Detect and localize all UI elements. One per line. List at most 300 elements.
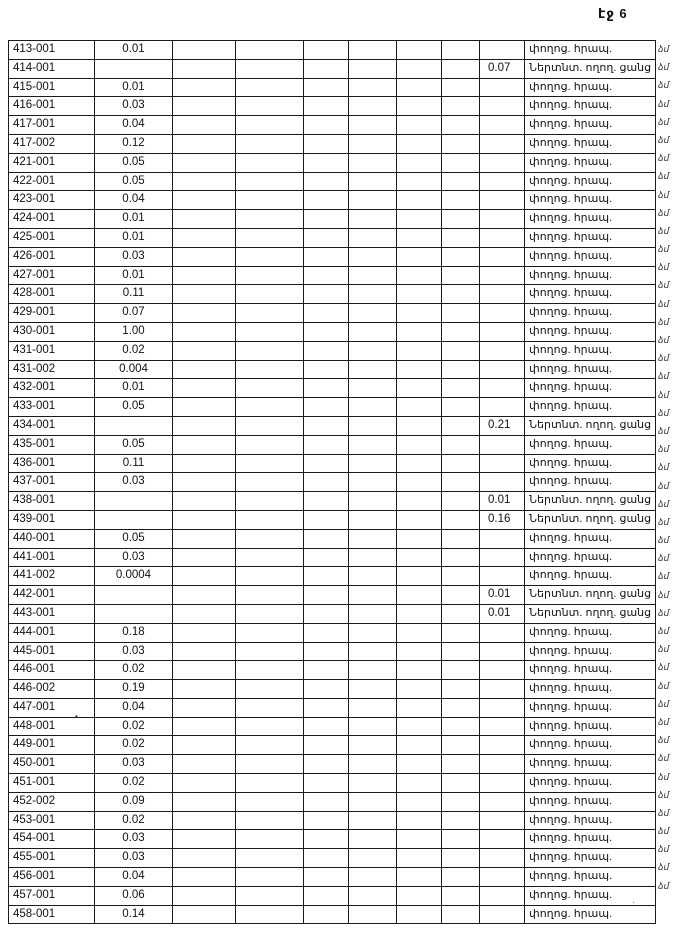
empty-cell (349, 510, 397, 529)
empty-cell (304, 435, 349, 454)
table-row (9, 698, 656, 717)
parcel-code-cell: 429-001 (9, 304, 95, 323)
parcel-code-cell: 446-001 (9, 661, 95, 680)
empty-cell (173, 304, 236, 323)
empty-cell (173, 266, 236, 285)
margin-tick-mark: ձմ (658, 116, 670, 127)
table-row (9, 905, 656, 924)
empty-cell (397, 868, 442, 887)
empty-cell (349, 322, 397, 341)
empty-cell (173, 661, 236, 680)
table-row (9, 322, 656, 341)
network-area-cell (480, 360, 525, 379)
network-area-cell (480, 285, 525, 304)
area-cell: 0.01 (95, 78, 173, 97)
empty-cell (397, 604, 442, 623)
margin-tick-mark: ձմ (658, 644, 670, 655)
table-row (9, 548, 656, 567)
empty-cell (349, 567, 397, 586)
empty-cell (442, 586, 480, 605)
empty-cell (397, 567, 442, 586)
empty-cell (236, 548, 304, 567)
empty-cell (173, 529, 236, 548)
parcel-code-cell: 424-001 (9, 210, 95, 229)
table-row (9, 416, 656, 435)
empty-cell (236, 116, 304, 135)
land-use-cell: փողոց. հրապ. (525, 247, 656, 266)
empty-cell (397, 529, 442, 548)
empty-cell (173, 680, 236, 699)
empty-cell (236, 210, 304, 229)
margin-tick-mark: ձմ (658, 735, 670, 746)
margin-tick-mark: ձմ (658, 171, 670, 182)
empty-cell (304, 604, 349, 623)
empty-cell (304, 755, 349, 774)
empty-cell (442, 379, 480, 398)
parcel-code-cell: 426-001 (9, 247, 95, 266)
parcel-code-cell: 439-001 (9, 510, 95, 529)
parcel-code-cell: 414-001 (9, 59, 95, 78)
network-area-cell (480, 830, 525, 849)
empty-cell (397, 398, 442, 417)
land-use-cell: փողոց. հրապ. (525, 717, 656, 736)
empty-cell (173, 473, 236, 492)
empty-cell (304, 153, 349, 172)
area-cell: 0.18 (95, 623, 173, 642)
table-row (9, 78, 656, 97)
empty-cell (236, 379, 304, 398)
empty-cell (236, 868, 304, 887)
area-cell: 0.03 (95, 849, 173, 868)
area-cell: 0.09 (95, 792, 173, 811)
empty-cell (442, 473, 480, 492)
empty-cell (442, 172, 480, 191)
parcel-code-cell: 442-001 (9, 586, 95, 605)
empty-cell (397, 116, 442, 135)
area-cell: 0.004 (95, 360, 173, 379)
land-use-cell: փողոց. հրապ. (525, 680, 656, 699)
empty-cell (304, 285, 349, 304)
land-use-cell: փողոց. հրապ. (525, 78, 656, 97)
land-use-cell: Ներտնտ. ողող. ցանց (525, 604, 656, 623)
margin-marks (658, 40, 678, 895)
land-use-cell: փողոց. հրապ. (525, 379, 656, 398)
empty-cell (236, 736, 304, 755)
empty-cell (397, 680, 442, 699)
table-row (9, 379, 656, 398)
margin-tick-mark: ձմ (658, 789, 670, 800)
margin-tick-mark: ձմ (658, 771, 670, 782)
empty-cell (397, 304, 442, 323)
area-cell: 0.04 (95, 698, 173, 717)
parcel-code-cell: 455-001 (9, 849, 95, 868)
empty-cell (397, 172, 442, 191)
table-row (9, 792, 656, 811)
parcel-code-cell: 440-001 (9, 529, 95, 548)
parcel-code-cell: 416-001 (9, 97, 95, 116)
land-use-cell: փողոց. հրապ. (525, 623, 656, 642)
empty-cell (173, 172, 236, 191)
parcel-code-cell: 425-001 (9, 228, 95, 247)
area-cell: 0.05 (95, 529, 173, 548)
empty-cell (397, 228, 442, 247)
network-area-cell: 0.01 (480, 604, 525, 623)
network-area-cell: 0.01 (480, 492, 525, 511)
margin-tick-mark: ձմ (658, 462, 670, 473)
table-row (9, 454, 656, 473)
land-use-cell: փողոց. հրապ. (525, 360, 656, 379)
parcel-code-cell: 421-001 (9, 153, 95, 172)
network-area-cell (480, 322, 525, 341)
network-area-cell: 0.16 (480, 510, 525, 529)
land-use-cell: փողոց. հրապ. (525, 792, 656, 811)
empty-cell (173, 510, 236, 529)
empty-cell (442, 304, 480, 323)
network-area-cell (480, 792, 525, 811)
land-use-cell: փողոց. հրապ. (525, 97, 656, 116)
table-row (9, 153, 656, 172)
empty-cell (397, 435, 442, 454)
margin-tick-mark: ձմ (658, 62, 670, 73)
empty-cell (397, 905, 442, 924)
network-area-cell (480, 134, 525, 153)
empty-cell (349, 886, 397, 905)
empty-cell (173, 398, 236, 417)
empty-cell (442, 398, 480, 417)
parcel-code-cell: 452-002 (9, 792, 95, 811)
empty-cell (173, 285, 236, 304)
empty-cell (349, 210, 397, 229)
empty-cell (236, 247, 304, 266)
land-use-cell: փողոց. հրապ. (525, 849, 656, 868)
empty-cell (442, 567, 480, 586)
network-area-cell (480, 661, 525, 680)
area-cell (95, 604, 173, 623)
network-area-cell (480, 717, 525, 736)
empty-cell (397, 623, 442, 642)
table-row (9, 116, 656, 135)
network-area-cell (480, 304, 525, 323)
empty-cell (442, 698, 480, 717)
area-cell: 0.11 (95, 285, 173, 304)
empty-cell (349, 586, 397, 605)
margin-tick-mark: ձմ (658, 189, 670, 200)
area-cell: 0.02 (95, 341, 173, 360)
land-use-cell: փողոց. հրապ. (525, 736, 656, 755)
empty-cell (304, 247, 349, 266)
empty-cell (304, 116, 349, 135)
area-cell (95, 586, 173, 605)
empty-cell (304, 304, 349, 323)
empty-cell (349, 774, 397, 793)
area-cell: 0.02 (95, 811, 173, 830)
empty-cell (349, 529, 397, 548)
empty-cell (349, 304, 397, 323)
empty-cell (349, 698, 397, 717)
empty-cell (397, 247, 442, 266)
empty-cell (442, 285, 480, 304)
empty-cell (397, 379, 442, 398)
empty-cell (397, 78, 442, 97)
network-area-cell: 0.01 (480, 586, 525, 605)
empty-cell (236, 341, 304, 360)
parcel-code-cell: 423-001 (9, 191, 95, 210)
land-use-cell: Ներտնտ. ողող. ցանց (525, 59, 656, 78)
table-row (9, 435, 656, 454)
empty-cell (236, 604, 304, 623)
empty-cell (173, 623, 236, 642)
empty-cell (304, 191, 349, 210)
empty-cell (236, 97, 304, 116)
parcel-code-cell: 451-001 (9, 774, 95, 793)
empty-cell (304, 266, 349, 285)
empty-cell (397, 717, 442, 736)
empty-cell (397, 830, 442, 849)
area-cell: 0.02 (95, 774, 173, 793)
parcel-code-cell: 441-002 (9, 567, 95, 586)
empty-cell (304, 698, 349, 717)
empty-cell (397, 360, 442, 379)
land-use-cell: փողոց. հրապ. (525, 304, 656, 323)
network-area-cell (480, 266, 525, 285)
land-use-cell: փողոց. հրապ. (525, 153, 656, 172)
land-use-cell: փողոց. հրապ. (525, 116, 656, 135)
area-cell: 0.01 (95, 210, 173, 229)
area-cell: 0.04 (95, 868, 173, 887)
empty-cell (442, 266, 480, 285)
area-cell: 0.05 (95, 172, 173, 191)
empty-cell (173, 97, 236, 116)
parcel-code-cell: 432-001 (9, 379, 95, 398)
area-cell (95, 416, 173, 435)
empty-cell (304, 661, 349, 680)
network-area-cell (480, 868, 525, 887)
network-area-cell (480, 153, 525, 172)
empty-cell (397, 473, 442, 492)
empty-cell (349, 285, 397, 304)
area-cell: 0.0004 (95, 567, 173, 586)
margin-tick-mark: ձմ (658, 371, 670, 382)
network-area-cell (480, 567, 525, 586)
network-area-cell (480, 228, 525, 247)
area-cell: 0.03 (95, 247, 173, 266)
page-number: էջ 6 (598, 6, 628, 21)
parcel-code-cell: 458-001 (9, 905, 95, 924)
empty-cell (349, 868, 397, 887)
empty-cell (173, 548, 236, 567)
empty-cell (304, 642, 349, 661)
table-row (9, 529, 656, 548)
empty-cell (173, 586, 236, 605)
empty-cell (304, 586, 349, 605)
empty-cell (304, 322, 349, 341)
land-use-cell: փողոց. հրապ. (525, 134, 656, 153)
empty-cell (236, 642, 304, 661)
empty-cell (442, 341, 480, 360)
area-cell: 0.03 (95, 642, 173, 661)
network-area-cell (480, 379, 525, 398)
land-use-cell: փողոց. հրապ. (525, 473, 656, 492)
empty-cell (236, 266, 304, 285)
empty-cell (349, 604, 397, 623)
empty-cell (442, 774, 480, 793)
empty-cell (304, 492, 349, 511)
parcel-code-cell: 433-001 (9, 398, 95, 417)
empty-cell (236, 510, 304, 529)
empty-cell (236, 529, 304, 548)
empty-cell (173, 41, 236, 60)
empty-cell (442, 210, 480, 229)
empty-cell (173, 247, 236, 266)
margin-tick-mark: ձմ (658, 553, 670, 564)
parcel-code-cell: 446-002 (9, 680, 95, 699)
empty-cell (173, 228, 236, 247)
empty-cell (442, 661, 480, 680)
empty-cell (442, 830, 480, 849)
margin-tick-mark: ձմ (658, 134, 670, 145)
empty-cell (236, 134, 304, 153)
empty-cell (236, 698, 304, 717)
margin-tick-mark: ձմ (658, 498, 670, 509)
area-cell: 0.01 (95, 379, 173, 398)
area-cell (95, 492, 173, 511)
table-row (9, 41, 656, 60)
table-row (9, 228, 656, 247)
empty-cell (397, 811, 442, 830)
land-use-cell: փողոց. հրապ. (525, 266, 656, 285)
empty-cell (349, 435, 397, 454)
empty-cell (304, 567, 349, 586)
parcel-code-cell: 431-001 (9, 341, 95, 360)
empty-cell (236, 153, 304, 172)
margin-tick-mark: ձմ (658, 607, 670, 618)
empty-cell (442, 868, 480, 887)
margin-tick-mark: ձմ (658, 80, 670, 91)
empty-cell (304, 97, 349, 116)
network-area-cell (480, 398, 525, 417)
empty-cell (349, 153, 397, 172)
land-use-cell: փողոց. հրապ. (525, 172, 656, 191)
empty-cell (397, 755, 442, 774)
empty-cell (236, 78, 304, 97)
margin-tick-mark: ձմ (658, 753, 670, 764)
empty-cell (397, 97, 442, 116)
empty-cell (397, 191, 442, 210)
empty-cell (397, 134, 442, 153)
empty-cell (304, 78, 349, 97)
table-body (9, 41, 656, 924)
empty-cell (397, 416, 442, 435)
area-cell: 0.01 (95, 266, 173, 285)
margin-tick-mark: ձմ (658, 298, 670, 309)
table-row (9, 680, 656, 699)
empty-cell (304, 454, 349, 473)
empty-cell (173, 868, 236, 887)
parcel-code-cell: 435-001 (9, 435, 95, 454)
network-area-cell (480, 78, 525, 97)
area-cell: 0.06 (95, 886, 173, 905)
area-cell: 0.03 (95, 97, 173, 116)
empty-cell (304, 210, 349, 229)
empty-cell (173, 886, 236, 905)
area-cell: 0.03 (95, 755, 173, 774)
empty-cell (442, 454, 480, 473)
margin-tick-mark: ձմ (658, 389, 670, 400)
table-row (9, 830, 656, 849)
empty-cell (349, 398, 397, 417)
parcel-code-cell: 457-001 (9, 886, 95, 905)
empty-cell (236, 586, 304, 605)
table-row (9, 97, 656, 116)
empty-cell (304, 811, 349, 830)
empty-cell (236, 59, 304, 78)
land-register-table (8, 40, 655, 920)
empty-cell (173, 792, 236, 811)
land-use-cell: փողոց. հրապ. (525, 435, 656, 454)
empty-cell (397, 510, 442, 529)
empty-cell (442, 905, 480, 924)
empty-cell (236, 492, 304, 511)
area-cell: 1.00 (95, 322, 173, 341)
empty-cell (442, 849, 480, 868)
empty-cell (173, 811, 236, 830)
network-area-cell (480, 774, 525, 793)
empty-cell (442, 134, 480, 153)
land-use-cell: փողոց. հրապ. (525, 548, 656, 567)
network-area-cell (480, 886, 525, 905)
land-use-cell: փողոց. հրապ. (525, 567, 656, 586)
empty-cell (173, 134, 236, 153)
empty-cell (236, 228, 304, 247)
parcel-code-cell: 441-001 (9, 548, 95, 567)
margin-tick-mark: ձմ (658, 844, 670, 855)
empty-cell (442, 886, 480, 905)
empty-cell (173, 905, 236, 924)
empty-cell (173, 191, 236, 210)
land-use-cell: փողոց. հրապ. (525, 41, 656, 60)
empty-cell (236, 398, 304, 417)
network-area-cell (480, 642, 525, 661)
empty-cell (173, 322, 236, 341)
empty-cell (304, 905, 349, 924)
empty-cell (304, 830, 349, 849)
empty-cell (397, 886, 442, 905)
margin-tick-mark: ձմ (658, 280, 670, 291)
parcel-code-cell: 415-001 (9, 78, 95, 97)
empty-cell (236, 905, 304, 924)
area-cell (95, 59, 173, 78)
parcel-code-cell: 438-001 (9, 492, 95, 511)
empty-cell (349, 548, 397, 567)
empty-cell (349, 661, 397, 680)
land-use-cell: փողոց. հրապ. (525, 642, 656, 661)
empty-cell (349, 811, 397, 830)
empty-cell (236, 567, 304, 586)
table-row (9, 59, 656, 78)
network-area-cell (480, 341, 525, 360)
parcel-code-cell: 445-001 (9, 642, 95, 661)
land-use-cell: փողոց. հրապ. (525, 811, 656, 830)
empty-cell (173, 567, 236, 586)
empty-cell (349, 792, 397, 811)
network-area-cell (480, 41, 525, 60)
empty-cell (349, 680, 397, 699)
network-area-cell (480, 435, 525, 454)
empty-cell (304, 172, 349, 191)
network-area-cell (480, 736, 525, 755)
empty-cell (173, 379, 236, 398)
empty-cell (173, 604, 236, 623)
